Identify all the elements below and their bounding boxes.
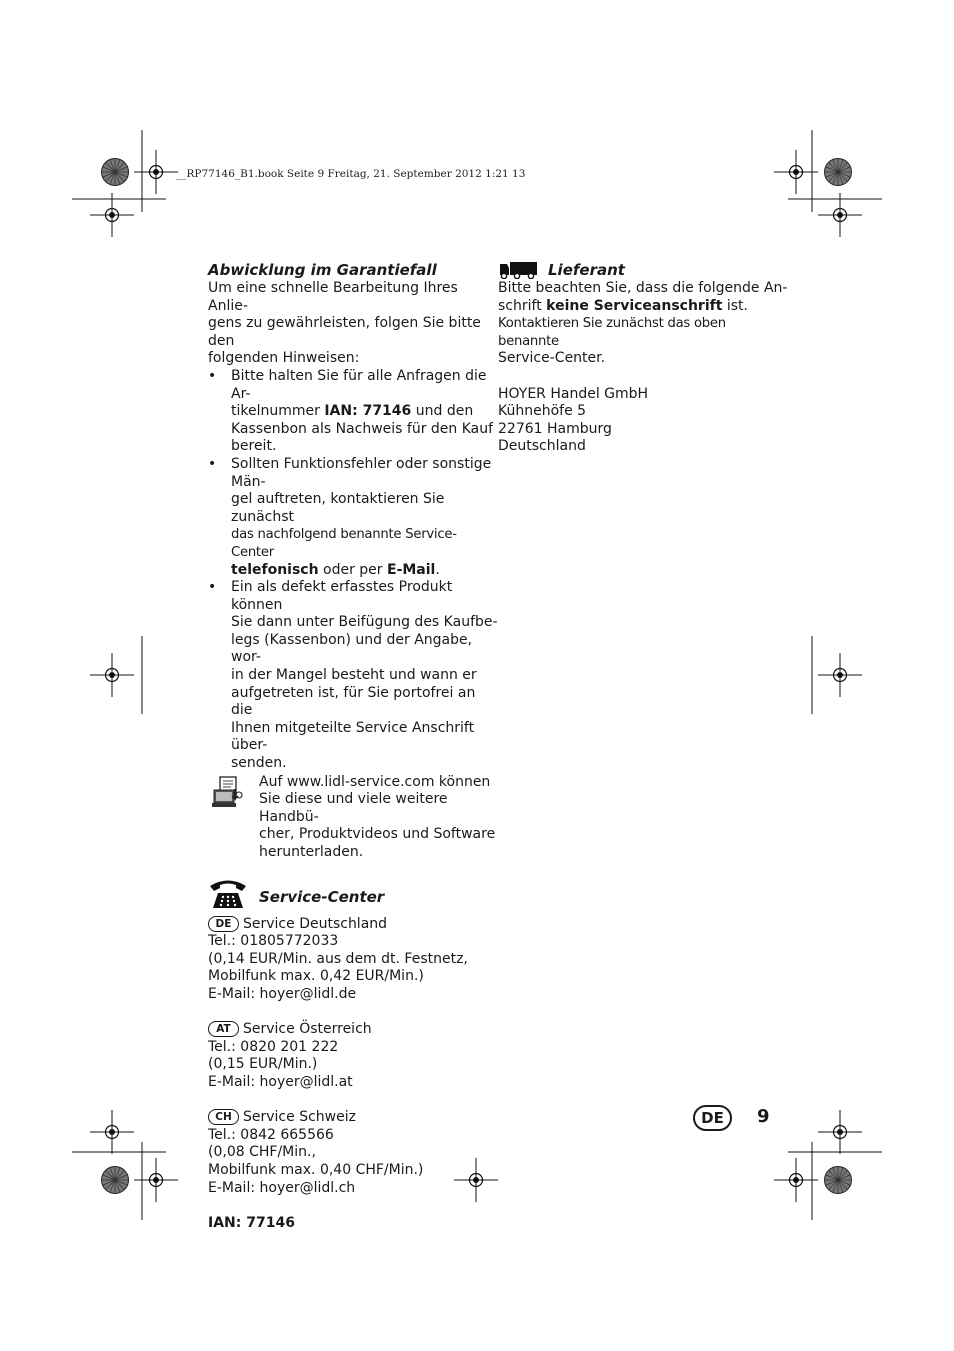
step-line: aufgetreten ist, für Sie portofrei an die [231, 684, 476, 719]
step-line: legs (Kassenbon) und der Angabe, wor- [231, 631, 473, 666]
download-line: herunterladen. [259, 844, 364, 860]
supplier-note [498, 280, 788, 368]
service-at [208, 1021, 498, 1091]
telephone-icon [208, 876, 248, 912]
service-rate: (0,14 EUR/Min. aus dem dt. Festnetz, [208, 950, 468, 967]
address-street: Kühnehöfe 5 [498, 403, 587, 420]
step-line: gel auftreten, kontaktieren Sie zunächst [231, 491, 445, 525]
service-name: Service Schweiz [243, 1109, 356, 1126]
step-line: senden. [231, 755, 287, 772]
service-center-heading: Service-Center [259, 887, 385, 906]
step-item [208, 456, 498, 579]
note-line: Bitte beachten Sie, dass die folgende An- [498, 280, 788, 296]
service-email: E-Mail: hoyer@lidl.de [208, 985, 357, 1002]
supplier-address [498, 386, 788, 456]
step-line: das nachfolgend benannte Service-Center [231, 527, 457, 560]
service-email: E-Mail: hoyer@lidl.at [208, 1073, 353, 1090]
step-line: Ihnen mitgeteilte Service Anschrift über- [231, 719, 475, 754]
warranty-steps [208, 368, 498, 773]
warranty-heading: Abwicklung im Garantiefall [208, 261, 437, 279]
service-rate: (0,08 CHF/Min., [208, 1144, 316, 1161]
intro-line: Um eine schnelle Bearbeitung Ihres Anlie- [208, 280, 458, 314]
download-line: Auf www.lidl-service.com können [259, 773, 491, 790]
service-rate: Mobilfunk max. 0,40 CHF/Min.) [208, 1161, 424, 1178]
note-line: ist. [722, 297, 748, 314]
step-line: in der Mangel besteht und wann er [231, 667, 477, 684]
service-rate: Mobilfunk max. 0,42 EUR/Min.) [208, 968, 424, 985]
step-line: Kassenbon als Nachweis für den Kauf [231, 420, 494, 437]
supplier-heading: Lieferant [548, 261, 625, 279]
note-line: Service-Center. [498, 350, 606, 367]
phone-emphasis: telefonisch [231, 561, 319, 578]
right-column [498, 261, 788, 456]
intro-line: folgenden Hinweisen: [208, 350, 360, 367]
service-phone: Tel.: 0842 665566 [208, 1126, 334, 1143]
address-city: 22761 Hamburg [498, 420, 612, 437]
step-line: Sollten Funktionsfehler oder sonstige Män- [231, 455, 492, 490]
download-note [208, 774, 498, 862]
service-de [208, 916, 498, 1004]
language-badge: DE [693, 1105, 732, 1131]
left-column [208, 261, 498, 1232]
address-country: Deutschland [498, 438, 586, 455]
service-ch [208, 1109, 498, 1197]
step-line: und den [411, 403, 474, 420]
step-line: bereit. [231, 438, 277, 455]
email-emphasis: E-Mail [387, 561, 436, 578]
service-email: E-Mail: hoyer@lidl.ch [208, 1179, 356, 1196]
download-line: cher, Produktvideos und Software [259, 826, 496, 843]
computer-download-icon [211, 775, 245, 809]
service-phone: Tel.: 0820 201 222 [208, 1038, 339, 1055]
service-center-header [208, 876, 498, 916]
step-line: tikelnummer [231, 403, 325, 420]
step-line: Ein als defekt erfasstes Produkt können [231, 579, 453, 613]
intro-text [208, 280, 498, 368]
step-item [208, 368, 498, 456]
service-name: Service Österreich [243, 1021, 372, 1038]
country-badge-at: AT [208, 1021, 239, 1037]
service-rate: (0,15 EUR/Min.) [208, 1056, 318, 1073]
step-line: . [435, 561, 440, 578]
note-line: Kontaktieren Sie zunächst das oben benannte [498, 316, 726, 349]
ian-number: IAN: 77146 [208, 1214, 295, 1231]
note-emphasis: keine Serviceanschrift [546, 297, 723, 314]
service-name: Service Deutschland [243, 915, 388, 932]
ian-inline: IAN: 77146 [324, 403, 412, 420]
step-line: oder per [318, 561, 387, 578]
address-company: HOYER Handel GmbH [498, 385, 649, 402]
truck-icon [498, 261, 538, 279]
note-line: schrift [498, 297, 547, 314]
supplier-header [498, 261, 788, 280]
intro-line: gens zu gewährleisten, folgen Sie bitte den [208, 315, 481, 349]
service-phone: Tel.: 01805772033 [208, 933, 339, 950]
step-item [208, 579, 498, 773]
page-number: 9 [757, 1106, 770, 1127]
country-badge-de: DE [208, 916, 239, 932]
print-slug: __RP77146_B1.book Seite 9 Freitag, 21. September 2012 1:21 13 [176, 168, 526, 180]
country-badge-ch: CH [208, 1109, 239, 1125]
step-line: Sie dann unter Beifügung des Kaufbe- [231, 614, 498, 631]
download-line: Sie diese und viele weitere Handbü- [259, 791, 448, 825]
step-line: Bitte halten Sie für alle Anfragen die Ar- [231, 367, 487, 402]
